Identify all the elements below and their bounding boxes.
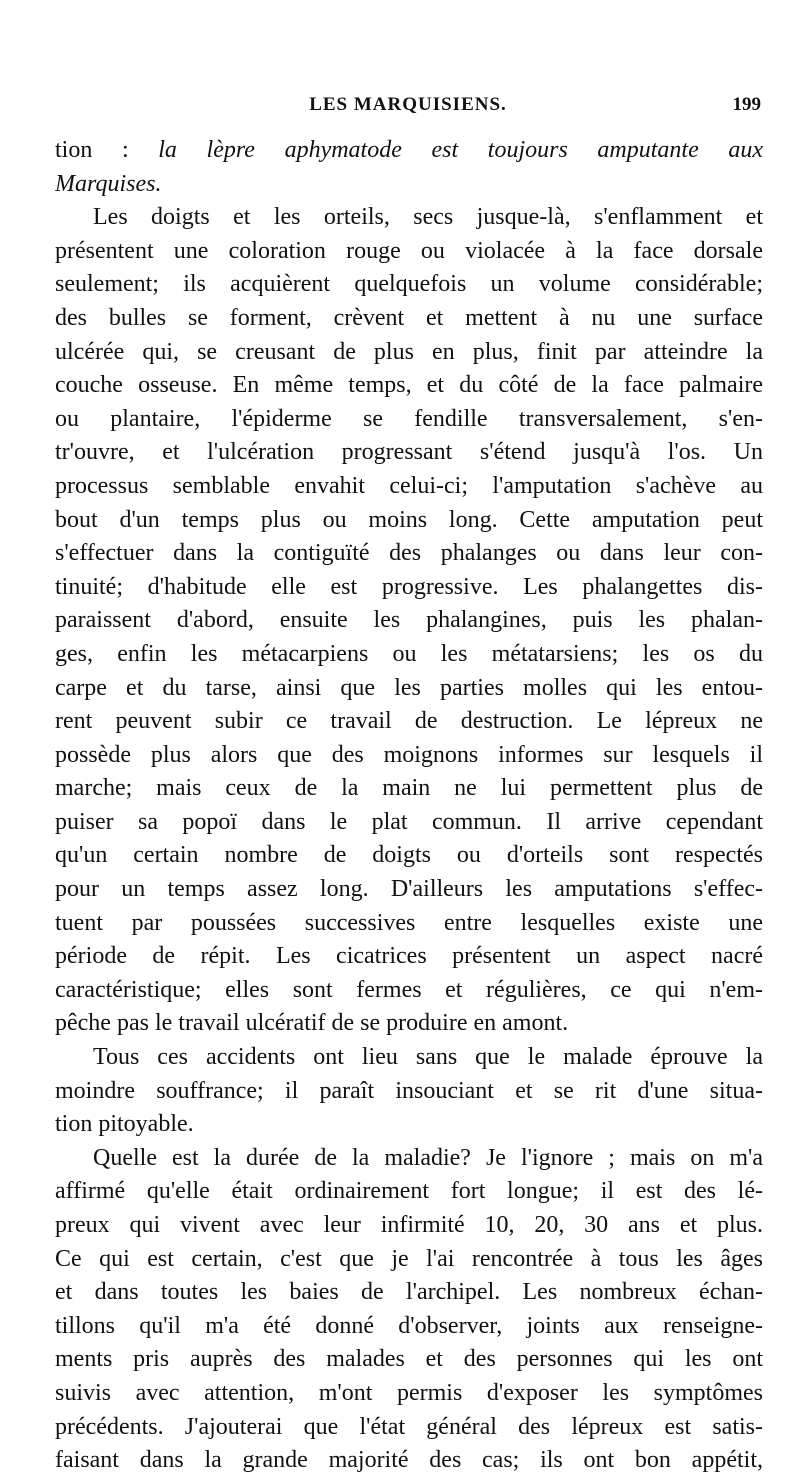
text-line: qu'un certain nombre de doigts ou d'orteils sont respectés [55, 842, 763, 869]
text-line: moindre souffrance; il paraît insouciant et se rit d'une situa- [55, 1077, 763, 1104]
page-number: 199 [732, 94, 761, 115]
text-line: carpe et du tarse, ainsi que les parties molles qui les entou- [55, 674, 763, 701]
text-line: processus semblable envahit celui-ci; l'amputation s'achève au [55, 472, 763, 499]
text-line: bout d'un temps plus ou moins long. Cette amputation peut [55, 506, 763, 533]
body-text [55, 134, 763, 1478]
text-line: tion pitoyable. [55, 1111, 194, 1138]
text-line: tillons qu'il m'a été donné d'observer, joints aux renseigne- [55, 1312, 763, 1339]
text-line: faisant dans la grande majorité des cas; ils ont bon appétit, [55, 1447, 763, 1474]
text-line: Quelle est la durée de la maladie? Je l'ignore ; mais on m'a [93, 1144, 763, 1171]
text-line: et dans toutes les baies de l'archipel. Les nombreux échan- [55, 1279, 763, 1306]
text-line: ments pris auprès des malades et des personnes qui les ont [55, 1346, 763, 1373]
text-line: tinuité; d'habitude elle est progressive. Les phalangettes dis- [55, 573, 763, 600]
text-line: précédents. J'ajouterai que l'état général des lépreux est satis- [55, 1413, 763, 1440]
text-line: possède plus alors que des moignons informes sur lesquels il [55, 741, 763, 768]
text-line: preux qui vivent avec leur infirmité 10, 20, 30 ans et plus. [55, 1212, 763, 1238]
text-line: Ce qui est certain, c'est que je l'ai rencontrée à tous les âges [55, 1245, 763, 1272]
running-title: LES MARQUISIENS. [309, 94, 507, 115]
text-line: s'effectuer dans la contiguïté des phalanges ou dans leur con- [55, 540, 763, 567]
text-line: tr'ouvre, et l'ulcération progressant s'étend jusqu'à l'os. Un [55, 439, 763, 466]
text-line: suivis avec attention, m'ont permis d'exposer les symptômes [55, 1379, 763, 1406]
text-line: Tous ces accidents ont lieu sans que le malade éprouve la [93, 1044, 763, 1071]
text-line: puiser sa popoï dans le plat commun. Il arrive cependant [55, 808, 763, 835]
text-line: caractéristique; elles sont fermes et régulières, ce qui n'em- [55, 976, 763, 1003]
text-line: seulement; ils acquièrent quelquefois un volume considérable; [55, 271, 763, 298]
text-line: tion : la lèpre aphymatode est toujours amputante aux [55, 137, 763, 163]
text-line: ou plantaire, l'épiderme se fendille transversalement, s'en- [55, 405, 763, 432]
text-line: des bulles se forment, crèvent et mettent à nu une surface [55, 304, 763, 331]
text-line: affirmé qu'elle était ordinairement fort longue; il est des lé- [55, 1178, 763, 1205]
page-header [55, 94, 761, 128]
text-line: pour un temps assez long. D'ailleurs les amputations s'effec- [55, 876, 763, 903]
text-line: ulcérée qui, se creusant de plus en plus, finit par atteindre la [55, 338, 763, 365]
text-line: Les doigts et les orteils, secs jusque-là, s'enflamment et [93, 204, 763, 231]
text-line: paraissent d'abord, ensuite les phalangines, puis les phalan- [55, 607, 763, 634]
text-line: Marquises. [55, 170, 162, 197]
text-line: tuent par poussées successives entre lesquelles existe une [55, 909, 763, 936]
text-line: pêche pas le travail ulcératif de se produire en amont. [55, 1010, 569, 1037]
text-line: présentent une coloration rouge ou violacée à la face dorsale [55, 237, 763, 264]
text-line: marche; mais ceux de la main ne lui permettent plus de [55, 775, 763, 802]
text-line: rent peuvent subir ce travail de destruction. Le lépreux ne [55, 708, 763, 735]
text-line: période de répit. Les cicatrices présentent un aspect nacré [55, 943, 763, 970]
text-line: couche osseuse. En même temps, et du côté de la face palmaire [55, 372, 763, 399]
text-line: ges, enfin les métacarpiens ou les métatarsiens; les os du [55, 640, 763, 667]
